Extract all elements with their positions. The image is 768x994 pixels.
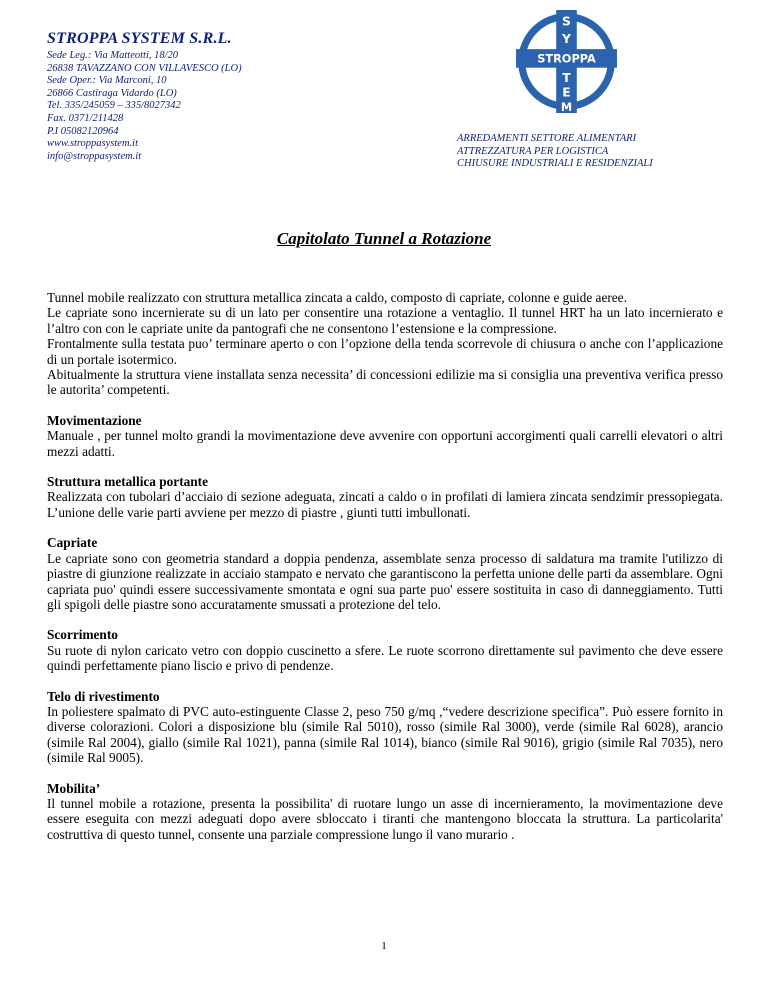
address-line-2: 26838 TAVAZZANO CON VILLAVESCO (LO) xyxy=(47,62,242,74)
intro-paragraph-1: Tunnel mobile realizzato con struttura metallica zincata a caldo, composto di capriate, colonne e guide aeree. xyxy=(47,290,627,305)
section-scorrimento xyxy=(47,627,723,673)
section-text: Il tunnel mobile a rotazione, presenta la possibilita' di ruotare lungo un asse di incernieramento, la movimentazione deve essere eseguita con mezzi adeguati dopo avere sbloccato i tiranti che mantengono bloccata la struttura. La particolarita' costruttiva di questo tunnel, consente una parziale compressione lungo il vano murario . xyxy=(47,795,723,842)
address-line-1: Sede Leg.: Via Matteotti, 18/20 xyxy=(47,50,179,61)
intro-paragraph-3: Frontalmente sulla testata puo’ terminare aperto o con l’opzione della tenda scorrevole di chiusura o anche con l’applicazione di un portale isotermico. xyxy=(47,336,723,367)
section-text: Manuale , per tunnel molto grandi la movimentazione deve avvenire con opportuni accorgimenti quali carrelli elevatori o altri mezzi adatti. xyxy=(47,428,723,459)
website-line: www.stroppasystem.it xyxy=(47,138,139,150)
sector-line-1: ARREDAMENTI SETTORE ALIMENTARI xyxy=(457,133,637,144)
company-name: STROPPA SYSTEM S.R.L. xyxy=(47,30,232,47)
section-mobilita xyxy=(47,781,723,843)
svg-text:M: M xyxy=(560,99,573,113)
svg-text:Y: Y xyxy=(562,31,571,46)
sector-line-2: ATTREZZATURA PER LOGISTICA xyxy=(457,145,609,157)
section-title: Scorrimento xyxy=(47,627,118,643)
section-text: Su ruote di nylon caricato vetro con doppio cuscinetto a sfere. Le ruote scorrono direttamente sul pavimento che deve essere quindi perfettamente piano liscio e privo di pendenze. xyxy=(47,642,723,674)
intro xyxy=(47,290,723,398)
intro-paragraph-2: Le capriate sono incernierate su di un lato per consentire una rotazione a ventaglio. Il tunnel HRT ha un lato incernierato e l’altro con con le capriate unite da pantografi che ne consentono l’estensione e la compressione. xyxy=(47,305,723,336)
fax-line: Fax. 0371/211428 xyxy=(47,112,124,124)
vat-line: P.I 05082120964 xyxy=(47,125,119,137)
business-sectors xyxy=(457,133,757,171)
section-title: Struttura metallica portante xyxy=(47,474,209,490)
section-capriate xyxy=(47,535,723,612)
section-title: Movimentazione xyxy=(47,412,142,428)
company-header xyxy=(47,30,367,163)
section-text: In poliestere spalmato di PVC auto-estinguente Classe 2, peso 750 g/mq ,“vedere descrizione specifica”. Può essere fornito in diverse colorazioni. Colori a disposizione blu (simile Ral 5010), rosso (simile Ral 3000), verde (simile Ral 6028), arancio (simile Ral 2004), giallo (simile Ral 1021), panna (simile Ral 1014), bianco (simile Ral 9016), grigio (simile Ral 7035), nero (simile Ral 9005). xyxy=(47,703,723,766)
phone-line: Tel. 335/245059 – 335/8027342 xyxy=(47,100,181,112)
address-line-4: 26866 Castiraga Vidardo (LO) xyxy=(47,87,177,99)
intro-paragraph-4: Abitualmente la struttura viene installata senza necessita’ di concessioni edilizie ma si consiglia una preventiva verifica presso le autorita’ competenti. xyxy=(47,367,723,398)
svg-text:STROPPA: STROPPA xyxy=(537,51,596,66)
document-title: Capitolato Tunnel a Rotazione xyxy=(276,229,492,248)
section-text: Le capriate sono con geometria standard a doppia pendenza, assemblate senza processo di saldatura ma tramite l'utilizzo di piastre di giunzione realizzate in acciaio stampato e nervato che garantiscono la perfetta unione delle parti da assemblare. Ogni capriata puo' quindi essere successivamente smontata e ogni sua parte puo' essere sostituita in caso di danneggiamento. Tutti gli spigoli delle piastre sono accuratamente smussati a protezione del telo. xyxy=(47,550,723,612)
address-line-3: Sede Oper.: Via Marconi, 10 xyxy=(47,75,167,87)
section-title: Capriate xyxy=(47,535,98,551)
section-text: Realizzata con tubolari d’acciaio di sezione adeguata, zincati a caldo o in profilati di lamiera zincata sendzimir pressopiegata. L’unione delle varie parti avviene per mezzo di piastre , giunti tutti imbullonati. xyxy=(47,489,723,520)
stroppa-system-logo xyxy=(515,10,618,113)
sector-line-3: CHIUSURE INDUSTRIALI E RESIDENZIALI xyxy=(457,158,653,170)
section-title: Telo di rivestimento xyxy=(47,688,160,704)
svg-text:E: E xyxy=(562,85,571,100)
page-number: 1 xyxy=(381,940,387,952)
document-body xyxy=(47,290,723,842)
section-title: Mobilita’ xyxy=(47,780,101,796)
section-telo xyxy=(47,689,723,766)
email-line: info@stroppasystem.it xyxy=(47,150,142,162)
section-movimentazione xyxy=(47,413,723,459)
svg-text:T: T xyxy=(562,71,571,86)
svg-text:S: S xyxy=(562,14,571,29)
section-struttura xyxy=(47,474,723,520)
